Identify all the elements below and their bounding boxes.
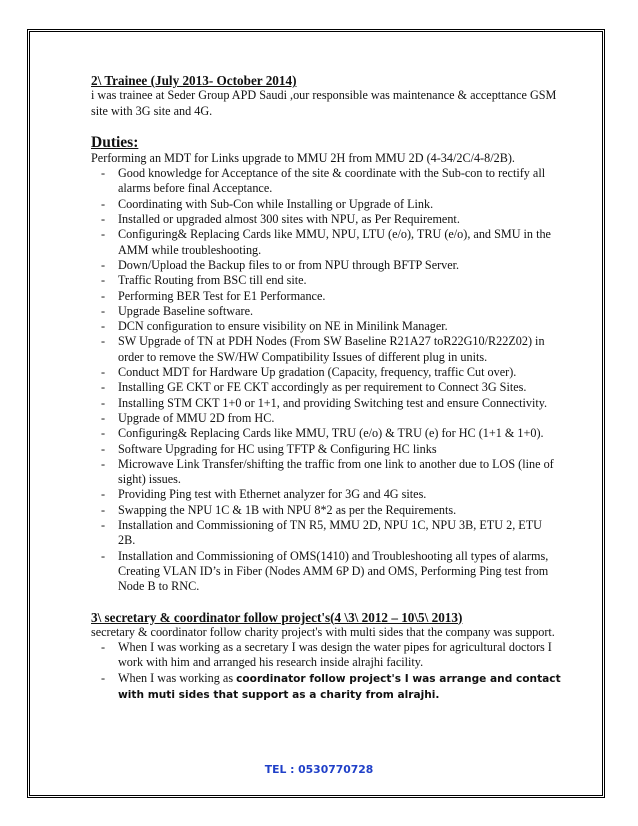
list-item: - Conduct MDT for Hardware Up gradation (Capacity, frequency, traffic Cut over). (91, 365, 561, 380)
list-item: - Swapping the NPU 1C & 1B with NPU 8*2 as per the Requirements. (91, 503, 561, 518)
telephone-number: TEL : 0530770728 (264, 763, 374, 776)
coordinator-bold-text: coordinator follow project's I was arrange and contact with muti sides that support as a charity from alrajhi. (118, 672, 561, 701)
list-item: - Installation and Commissioning of OMS(1410) and Troubleshooting all types of alarms, Creating VLAN ID’s in Fiber (Nodes AMM 6P D) and OMS, Performing Ping test from Node B to RNC. (91, 549, 561, 595)
duties-list (91, 166, 561, 594)
list-item: - Installing GE CKT or FE CKT accordingly as per requirement to Connect 3G Sites. (91, 380, 561, 395)
list-item: - Traffic Routing from BSC till end site. (91, 273, 561, 288)
list-item (91, 671, 561, 704)
list-item: - Providing Ping test with Ethernet analyzer for 3G and 4G sites. (91, 487, 561, 502)
list-item: - Down/Upload the Backup files to or from NPU through BFTP Server. (91, 258, 561, 273)
list-item: - When I was working as a secretary I was design the water pipes for agricultural doctors I work with him and arranged his research inside alrajhi facility. (91, 640, 561, 671)
list-item: - Upgrade Baseline software. (91, 304, 561, 319)
trainee-intro: i was trainee at Seder Group APD Saudi ,our responsible was maintenance & accepttance GSM site with 3G site and 4G. (91, 88, 557, 118)
duties-intro: Performing an MDT for Links upgrade to MMU 2H from MMU 2D (4-34/2C/4-8/2B). (91, 150, 515, 165)
list-item: - Upgrade of MMU 2D from HC. (91, 411, 561, 426)
list-item: - Installed or upgraded almost 300 sites with NPU, as Per Requirement. (91, 212, 561, 227)
resume-content (91, 73, 561, 703)
list-item: - DCN configuration to ensure visibility on NE in Minilink Manager. (91, 319, 561, 334)
list-item: - Microwave Link Transfer/shifting the traffic from one link to another due to LOS (line of sight) issues. (91, 457, 561, 488)
secretary-heading: 3\ secretary & coordinator follow project's(4 \3\ 2012 – 10\5\ 2013) (91, 609, 463, 625)
list-item: - Configuring& Replacing Cards like MMU, TRU (e/o) & TRU (e) for HC (1+1 & 1+0). (91, 426, 561, 441)
list-item: - Coordinating with Sub-Con while Installing or Upgrade of Link. (91, 197, 561, 212)
secretary-list (91, 640, 561, 703)
list-item: - Installation and Commissioning of TN R5, MMU 2D, NPU 1C, NPU 3B, ETU 2, ETU 2B. (91, 518, 561, 549)
list-item: - Configuring& Replacing Cards like MMU, NPU, LTU (e/o), TRU (e/o), and SMU in the AMM while troubleshooting. (91, 227, 561, 258)
secretary-intro: secretary & coordinator follow charity project's with multi sides that the company was support. (91, 624, 555, 639)
trainee-heading: 2\ Trainee (July 2013- October 2014) (91, 73, 297, 88)
list-item: - SW Upgrade of TN at PDH Nodes (From SW Baseline R21A27 toR22G10/R22Z02) in order to remove the SW/HW Compatibility Issues of different plug in units. (91, 334, 561, 365)
list-item: - Software Upgrading for HC using TFTP & Configuring HC links (91, 442, 561, 457)
list-item: - Installing STM CKT 1+0 or 1+1, and providing Switching test and ensure Connectivity. (91, 396, 561, 411)
list-item: - Performing BER Test for E1 Performance. (91, 289, 561, 304)
coordinator-prefix: When I was working as (118, 670, 237, 685)
duties-heading: Duties: (91, 133, 139, 151)
list-item: - Good knowledge for Acceptance of the site & coordinate with the Sub-con to rectify all alarms before final Acceptance. (91, 166, 561, 197)
